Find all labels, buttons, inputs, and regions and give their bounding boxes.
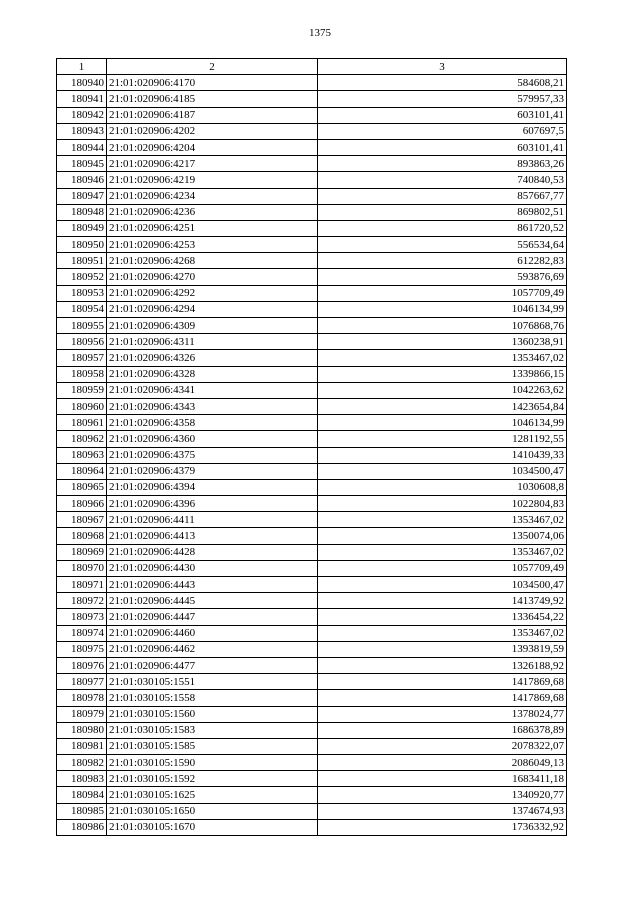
cadastral-value-cell: 1393819,59 xyxy=(318,641,567,657)
cadastral-number-cell: 21:01:020906:4411 xyxy=(107,512,318,528)
row-number-cell: 180950 xyxy=(57,237,107,253)
table-row xyxy=(57,350,567,366)
cadastral-value-cell: 1046134,99 xyxy=(318,301,567,317)
row-number-cell: 180974 xyxy=(57,625,107,641)
row-number-cell: 180951 xyxy=(57,253,107,269)
row-number-cell: 180977 xyxy=(57,674,107,690)
cadastral-number-cell: 21:01:020906:4268 xyxy=(107,253,318,269)
table-row xyxy=(57,75,567,91)
cadastral-value-cell: 607697,5 xyxy=(318,123,567,139)
row-number-cell: 180944 xyxy=(57,139,107,155)
cadastral-value-cell: 1736332,92 xyxy=(318,819,567,835)
cadastral-value-cell: 1378024,77 xyxy=(318,706,567,722)
row-number-cell: 180975 xyxy=(57,641,107,657)
table-row xyxy=(57,528,567,544)
cadastral-value-table xyxy=(56,58,567,836)
row-number-cell: 180976 xyxy=(57,657,107,673)
cadastral-number-cell: 21:01:020906:4430 xyxy=(107,560,318,576)
table-row xyxy=(57,625,567,641)
table-row xyxy=(57,674,567,690)
table-row xyxy=(57,657,567,673)
column-header-1: 1 xyxy=(57,59,107,75)
row-number-cell: 180961 xyxy=(57,415,107,431)
table-header-row xyxy=(57,59,567,75)
cadastral-number-cell: 21:01:020906:4309 xyxy=(107,318,318,334)
cadastral-number-cell: 21:01:020906:4360 xyxy=(107,431,318,447)
table-row xyxy=(57,334,567,350)
table-row xyxy=(57,398,567,414)
row-number-cell: 180940 xyxy=(57,75,107,91)
cadastral-value-cell: 1034500,47 xyxy=(318,463,567,479)
cadastral-number-cell: 21:01:020906:4394 xyxy=(107,479,318,495)
cadastral-value-cell: 857667,77 xyxy=(318,188,567,204)
cadastral-number-cell: 21:01:020906:4375 xyxy=(107,447,318,463)
table-row xyxy=(57,172,567,188)
table-row xyxy=(57,253,567,269)
cadastral-value-cell: 1417869,68 xyxy=(318,674,567,690)
cadastral-number-cell: 21:01:020906:4328 xyxy=(107,366,318,382)
cadastral-value-cell: 1353467,02 xyxy=(318,512,567,528)
table-row xyxy=(57,318,567,334)
column-header-3: 3 xyxy=(318,59,567,75)
cadastral-value-cell: 1022804,83 xyxy=(318,496,567,512)
row-number-cell: 180986 xyxy=(57,819,107,835)
row-number-cell: 180960 xyxy=(57,398,107,414)
row-number-cell: 180968 xyxy=(57,528,107,544)
column-header-2: 2 xyxy=(107,59,318,75)
row-number-cell: 180973 xyxy=(57,609,107,625)
table-row xyxy=(57,512,567,528)
row-number-cell: 180984 xyxy=(57,787,107,803)
row-number-cell: 180955 xyxy=(57,318,107,334)
cadastral-value-cell: 861720,52 xyxy=(318,220,567,236)
row-number-cell: 180958 xyxy=(57,366,107,382)
table-row xyxy=(57,803,567,819)
cadastral-value-cell: 1034500,47 xyxy=(318,577,567,593)
cadastral-value-cell: 1046134,99 xyxy=(318,415,567,431)
cadastral-number-cell: 21:01:020906:4185 xyxy=(107,91,318,107)
cadastral-number-cell: 21:01:020906:4358 xyxy=(107,415,318,431)
cadastral-value-cell: 556534,64 xyxy=(318,237,567,253)
cadastral-number-cell: 21:01:020906:4217 xyxy=(107,156,318,172)
cadastral-number-cell: 21:01:020906:4294 xyxy=(107,301,318,317)
cadastral-number-cell: 21:01:020906:4236 xyxy=(107,204,318,220)
table-row xyxy=(57,415,567,431)
cadastral-number-cell: 21:01:020906:4187 xyxy=(107,107,318,123)
cadastral-value-cell: 1413749,92 xyxy=(318,593,567,609)
cadastral-value-cell: 1057709,49 xyxy=(318,560,567,576)
cadastral-number-cell: 21:01:030105:1551 xyxy=(107,674,318,690)
row-number-cell: 180959 xyxy=(57,382,107,398)
table-row xyxy=(57,220,567,236)
cadastral-number-cell: 21:01:020906:4460 xyxy=(107,625,318,641)
table-row xyxy=(57,139,567,155)
cadastral-number-cell: 21:01:020906:4343 xyxy=(107,398,318,414)
cadastral-value-cell: 1423654,84 xyxy=(318,398,567,414)
cadastral-value-cell: 1076868,76 xyxy=(318,318,567,334)
cadastral-number-cell: 21:01:030105:1650 xyxy=(107,803,318,819)
table-row xyxy=(57,479,567,495)
row-number-cell: 180953 xyxy=(57,285,107,301)
row-number-cell: 180966 xyxy=(57,496,107,512)
table-row xyxy=(57,544,567,560)
cadastral-number-cell: 21:01:020906:4253 xyxy=(107,237,318,253)
cadastral-number-cell: 21:01:020906:4202 xyxy=(107,123,318,139)
row-number-cell: 180969 xyxy=(57,544,107,560)
cadastral-number-cell: 21:01:030105:1590 xyxy=(107,755,318,771)
table-row xyxy=(57,237,567,253)
table-row xyxy=(57,722,567,738)
table-row xyxy=(57,107,567,123)
cadastral-number-cell: 21:01:020906:4170 xyxy=(107,75,318,91)
row-number-cell: 180972 xyxy=(57,593,107,609)
row-number-cell: 180946 xyxy=(57,172,107,188)
table-row xyxy=(57,204,567,220)
cadastral-value-cell: 1353467,02 xyxy=(318,544,567,560)
table-row xyxy=(57,382,567,398)
row-number-cell: 180985 xyxy=(57,803,107,819)
row-number-cell: 180947 xyxy=(57,188,107,204)
cadastral-value-cell: 1353467,02 xyxy=(318,625,567,641)
table-row xyxy=(57,787,567,803)
table-row xyxy=(57,285,567,301)
cadastral-value-cell: 1340920,77 xyxy=(318,787,567,803)
row-number-cell: 180942 xyxy=(57,107,107,123)
table-row xyxy=(57,123,567,139)
cadastral-number-cell: 21:01:030105:1625 xyxy=(107,787,318,803)
row-number-cell: 180962 xyxy=(57,431,107,447)
cadastral-value-cell: 1336454,22 xyxy=(318,609,567,625)
row-number-cell: 180964 xyxy=(57,463,107,479)
cadastral-number-cell: 21:01:020906:4413 xyxy=(107,528,318,544)
cadastral-number-cell: 21:01:020906:4251 xyxy=(107,220,318,236)
table-row xyxy=(57,431,567,447)
table-row xyxy=(57,91,567,107)
cadastral-value-cell: 1374674,93 xyxy=(318,803,567,819)
row-number-cell: 180970 xyxy=(57,560,107,576)
cadastral-value-cell: 1042263,62 xyxy=(318,382,567,398)
table-row xyxy=(57,593,567,609)
table-row xyxy=(57,301,567,317)
cadastral-number-cell: 21:01:020906:4447 xyxy=(107,609,318,625)
row-number-cell: 180963 xyxy=(57,447,107,463)
table-row xyxy=(57,771,567,787)
row-number-cell: 180943 xyxy=(57,123,107,139)
cadastral-value-cell: 1281192,55 xyxy=(318,431,567,447)
row-number-cell: 180978 xyxy=(57,690,107,706)
table-row xyxy=(57,641,567,657)
table-row xyxy=(57,819,567,835)
cadastral-value-cell: 603101,41 xyxy=(318,107,567,123)
cadastral-value-cell: 612282,83 xyxy=(318,253,567,269)
table-row xyxy=(57,609,567,625)
row-number-cell: 180983 xyxy=(57,771,107,787)
cadastral-value-cell: 2078322,07 xyxy=(318,738,567,754)
table-row xyxy=(57,738,567,754)
table-row xyxy=(57,463,567,479)
cadastral-number-cell: 21:01:020906:4445 xyxy=(107,593,318,609)
cadastral-value-cell: 1360238,91 xyxy=(318,334,567,350)
cadastral-value-cell: 869802,51 xyxy=(318,204,567,220)
cadastral-number-cell: 21:01:020906:4270 xyxy=(107,269,318,285)
cadastral-number-cell: 21:01:020906:4379 xyxy=(107,463,318,479)
cadastral-value-cell: 1410439,33 xyxy=(318,447,567,463)
page-number: 1375 xyxy=(309,27,331,39)
table-row xyxy=(57,366,567,382)
cadastral-number-cell: 21:01:030105:1592 xyxy=(107,771,318,787)
cadastral-number-cell: 21:01:030105:1560 xyxy=(107,706,318,722)
cadastral-value-cell: 893863,26 xyxy=(318,156,567,172)
cadastral-number-cell: 21:01:020906:4396 xyxy=(107,496,318,512)
cadastral-value-cell: 740840,53 xyxy=(318,172,567,188)
cadastral-number-cell: 21:01:020906:4326 xyxy=(107,350,318,366)
cadastral-number-cell: 21:01:020906:4477 xyxy=(107,657,318,673)
cadastral-number-cell: 21:01:030105:1670 xyxy=(107,819,318,835)
row-number-cell: 180956 xyxy=(57,334,107,350)
cadastral-number-cell: 21:01:020906:4204 xyxy=(107,139,318,155)
cadastral-number-cell: 21:01:020906:4292 xyxy=(107,285,318,301)
cadastral-value-cell: 1353467,02 xyxy=(318,350,567,366)
cadastral-number-cell: 21:01:020906:4311 xyxy=(107,334,318,350)
row-number-cell: 180941 xyxy=(57,91,107,107)
cadastral-value-cell: 1057709,49 xyxy=(318,285,567,301)
row-number-cell: 180952 xyxy=(57,269,107,285)
cadastral-value-cell: 1683411,18 xyxy=(318,771,567,787)
table-row xyxy=(57,269,567,285)
table-row xyxy=(57,755,567,771)
cadastral-number-cell: 21:01:020906:4219 xyxy=(107,172,318,188)
table-row xyxy=(57,496,567,512)
table-body xyxy=(57,75,567,836)
cadastral-number-cell: 21:01:020906:4234 xyxy=(107,188,318,204)
table-row xyxy=(57,690,567,706)
row-number-cell: 180949 xyxy=(57,220,107,236)
row-number-cell: 180965 xyxy=(57,479,107,495)
cadastral-value-cell: 593876,69 xyxy=(318,269,567,285)
cadastral-number-cell: 21:01:020906:4462 xyxy=(107,641,318,657)
table-row xyxy=(57,560,567,576)
cadastral-number-cell: 21:01:030105:1558 xyxy=(107,690,318,706)
row-number-cell: 180971 xyxy=(57,577,107,593)
row-number-cell: 180980 xyxy=(57,722,107,738)
cadastral-value-cell: 1350074,06 xyxy=(318,528,567,544)
row-number-cell: 180948 xyxy=(57,204,107,220)
cadastral-value-cell: 1030608,8 xyxy=(318,479,567,495)
row-number-cell: 180954 xyxy=(57,301,107,317)
cadastral-number-cell: 21:01:030105:1583 xyxy=(107,722,318,738)
cadastral-value-cell: 584608,21 xyxy=(318,75,567,91)
row-number-cell: 180982 xyxy=(57,755,107,771)
row-number-cell: 180957 xyxy=(57,350,107,366)
row-number-cell: 180979 xyxy=(57,706,107,722)
row-number-cell: 180981 xyxy=(57,738,107,754)
table-row xyxy=(57,577,567,593)
cadastral-value-cell: 579957,33 xyxy=(318,91,567,107)
cadastral-number-cell: 21:01:030105:1585 xyxy=(107,738,318,754)
cadastral-value-cell: 2086049,13 xyxy=(318,755,567,771)
cadastral-value-cell: 1417869,68 xyxy=(318,690,567,706)
table-row xyxy=(57,447,567,463)
table-row xyxy=(57,156,567,172)
row-number-cell: 180945 xyxy=(57,156,107,172)
cadastral-value-cell: 1686378,89 xyxy=(318,722,567,738)
cadastral-value-cell: 1339866,15 xyxy=(318,366,567,382)
cadastral-value-cell: 1326188,92 xyxy=(318,657,567,673)
cadastral-number-cell: 21:01:020906:4341 xyxy=(107,382,318,398)
table-row xyxy=(57,188,567,204)
row-number-cell: 180967 xyxy=(57,512,107,528)
cadastral-number-cell: 21:01:020906:4428 xyxy=(107,544,318,560)
table-row xyxy=(57,706,567,722)
cadastral-value-cell: 603101,41 xyxy=(318,139,567,155)
cadastral-number-cell: 21:01:020906:4443 xyxy=(107,577,318,593)
